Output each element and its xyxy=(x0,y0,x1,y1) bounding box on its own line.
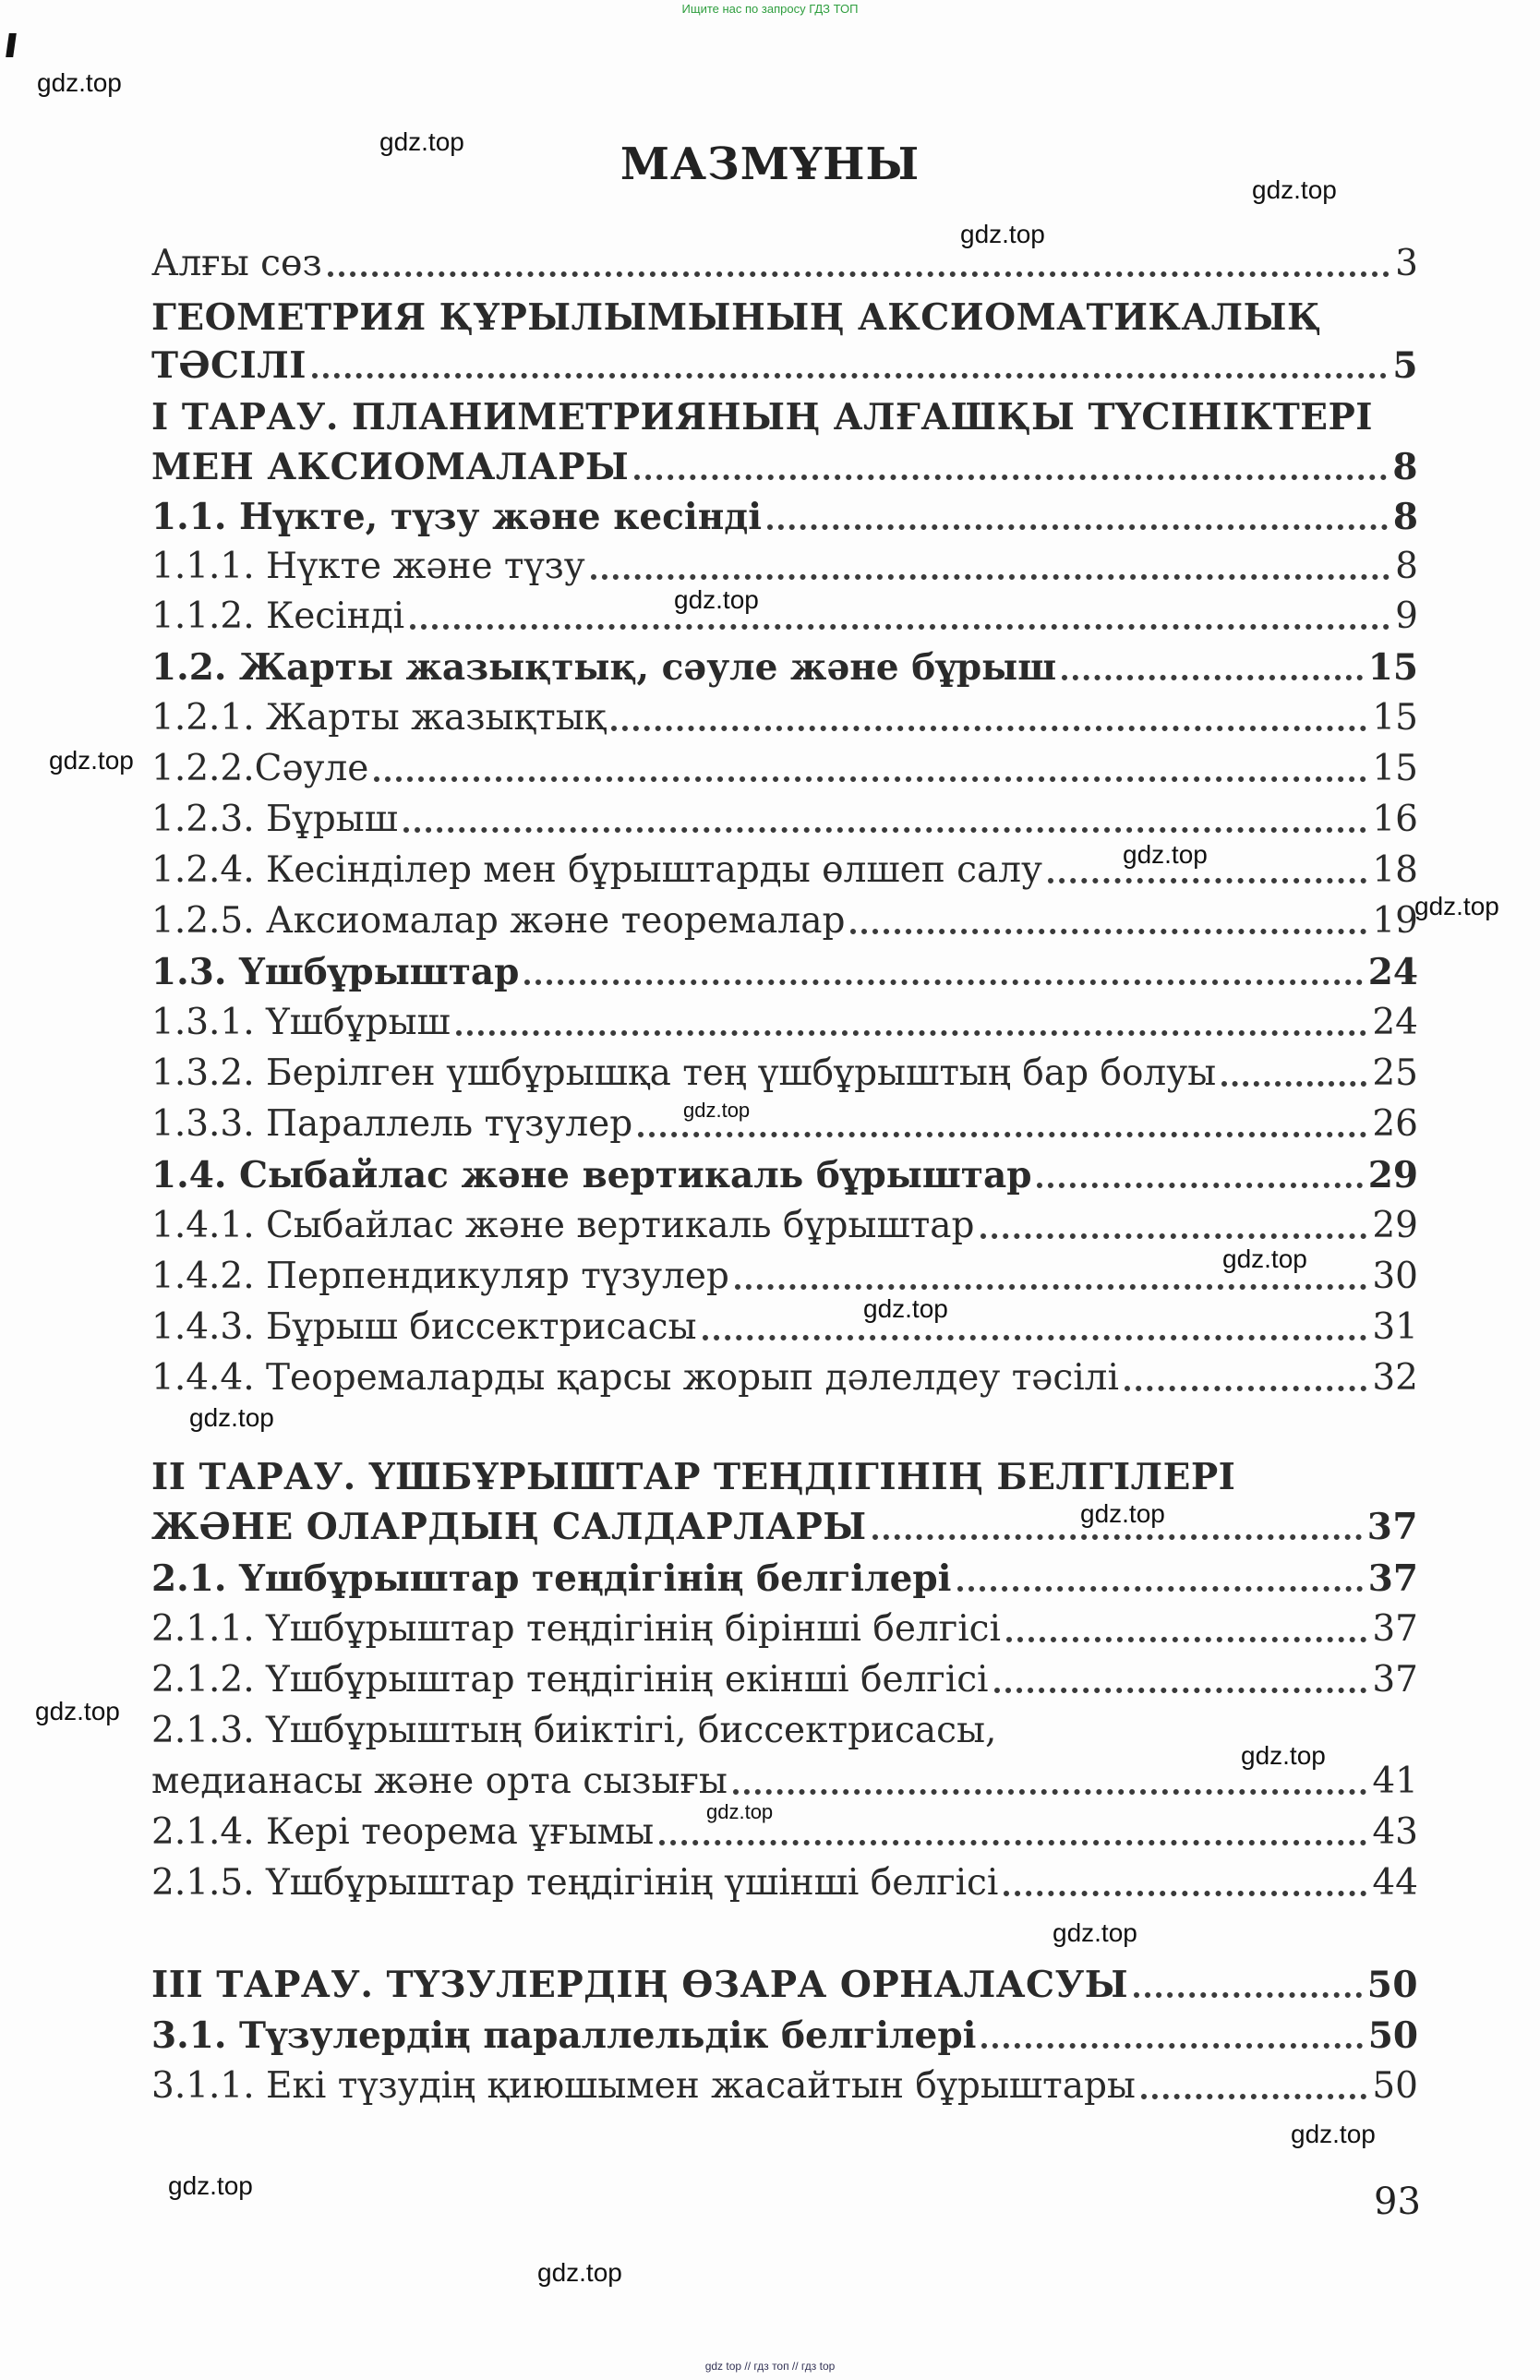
toc-entry-page: 24 xyxy=(1367,951,1418,993)
watermark: gdz.top xyxy=(189,1403,274,1432)
toc-entry-page: 29 xyxy=(1367,1154,1418,1196)
toc-entry-2-1-2 xyxy=(151,1654,1418,1706)
toc-entry-1-3-3 xyxy=(151,1099,1418,1150)
toc-entry-page: 5 xyxy=(1392,344,1418,387)
toc-entry-page: 50 xyxy=(1366,1964,1418,2006)
watermark: gdz.top xyxy=(1414,892,1499,920)
dot-leader xyxy=(1048,869,1366,883)
toc-entry-title: 1.3. Үшбұрыштар xyxy=(151,951,520,993)
toc-entry-page: 8 xyxy=(1392,446,1418,488)
toc-entry-page: 31 xyxy=(1372,1306,1418,1348)
dot-leader xyxy=(312,364,1387,379)
toc-entry-title: 1.3.1. Үшбұрыш xyxy=(151,1002,451,1043)
toc-entry-page: 37 xyxy=(1372,1608,1418,1650)
toc-entry-title: 1.2.1. Жарты жазықтық xyxy=(151,697,607,739)
toc-entry-1-3-1 xyxy=(151,997,1418,1049)
toc-entry-page: 50 xyxy=(1367,2014,1418,2057)
toc-entry-page: 25 xyxy=(1372,1052,1418,1094)
toc-entry-title: медианасы және орта сызығы xyxy=(151,1761,728,1802)
toc-entry-page: 19 xyxy=(1372,900,1418,942)
toc-entry-2-1-1 xyxy=(151,1604,1418,1655)
dot-leader xyxy=(957,1577,1363,1592)
toc-entry-intro xyxy=(151,238,1418,290)
toc-entry-page: 37 xyxy=(1366,1506,1418,1548)
toc-entry-1-1 xyxy=(151,491,1418,543)
toc-entry-page: 18 xyxy=(1372,849,1418,891)
dot-leader xyxy=(638,1123,1366,1137)
dot-leader xyxy=(611,716,1366,731)
dot-leader xyxy=(1004,1881,1366,1896)
toc-heading-geometry: ГЕОМЕТРИЯ ҚҰРЫЛЫМЫНЫҢ АКСИОМАТИКАЛЫҚ xyxy=(151,296,1322,339)
toc-entry-page: 26 xyxy=(1372,1103,1418,1145)
dot-leader xyxy=(981,1224,1367,1239)
toc-entry-title: 1.2.3. Бұрыш xyxy=(151,799,398,840)
dot-leader xyxy=(403,818,1366,833)
toc-entry-1-2-5 xyxy=(151,896,1418,947)
toc-entry-title: Алғы сөз xyxy=(151,243,322,284)
top-search-note: Ищите нас по запросу ГДЗ ТОП xyxy=(681,2,859,16)
toc-entry-1-4-3 xyxy=(151,1302,1418,1353)
dot-leader xyxy=(767,515,1388,530)
watermark: gdz.top xyxy=(1123,840,1208,869)
toc-entry-page: 44 xyxy=(1372,1862,1418,1904)
toc-entry-3-1-1 xyxy=(151,2061,1418,2112)
dot-leader xyxy=(591,565,1390,580)
watermark: gdz.top xyxy=(683,1099,751,1122)
toc-entry-page: 37 xyxy=(1367,1557,1418,1600)
toc-entry-1-4-4 xyxy=(151,1352,1418,1404)
toc-entry-page: 37 xyxy=(1372,1659,1418,1701)
toc-entry-title: 3.1.1. Екі түзудің қиюшымен жасайтын бұрыштары xyxy=(151,2065,1136,2107)
toc-entry-chapter-2 xyxy=(151,1501,1418,1553)
watermark: gdz.top xyxy=(706,1800,774,1823)
toc-entry-1-2-4 xyxy=(151,845,1418,896)
watermark: gdz.top xyxy=(863,1294,948,1323)
toc-entry-1-3-2 xyxy=(151,1048,1418,1100)
toc-entry-page: 50 xyxy=(1372,2065,1418,2107)
toc-entry-title: 2.1.5. Үшбұрыштар теңдігінің үшінші белгісі xyxy=(151,1862,999,1904)
toc-entry-2-1-5 xyxy=(151,1857,1418,1909)
watermark: gdz.top xyxy=(1252,175,1337,204)
watermark: gdz.top xyxy=(1291,2120,1376,2148)
toc-entry-1-3 xyxy=(151,946,1418,998)
toc-entry-title: 1.4.1. Сыбайлас және вертикаль бұрыштар xyxy=(151,1205,975,1246)
toc-entry-page: 8 xyxy=(1395,546,1418,587)
toc-entry-1-1-1 xyxy=(151,541,1418,593)
toc-entry-title: 1.1.2. Кесінді xyxy=(151,595,405,637)
toc-entry-page: 16 xyxy=(1372,799,1418,840)
dot-leader xyxy=(1062,666,1363,680)
dot-leader xyxy=(634,465,1387,480)
dot-leader xyxy=(456,1021,1367,1036)
toc-entry-1-2-3 xyxy=(151,794,1418,846)
toc-entry-page: 43 xyxy=(1372,1811,1418,1853)
toc-entry-2-1-3 xyxy=(151,1756,1418,1808)
toc-entry-title: 1.4.3. Бұрыш биссектрисасы xyxy=(151,1306,697,1348)
toc-entry-title: 1.3.2. Берілген үшбұрышқа тең үшбұрыштың бар болуы xyxy=(151,1052,1217,1094)
toc-entry-title: 2.1.1. Үшбұрыштар теңдігінің бірінші белгісі xyxy=(151,1608,1001,1650)
watermark: gdz.top xyxy=(49,746,134,775)
toc-entry-page: 24 xyxy=(1372,1002,1418,1043)
watermark: gdz.top xyxy=(674,585,759,614)
toc-entry-title: 2.1.2. Үшбұрыштар теңдігінің екінші белгісі xyxy=(151,1659,989,1701)
watermark: gdz.top xyxy=(168,2171,253,2200)
toc-entry-2-1-4 xyxy=(151,1807,1418,1858)
toc-entry-2-1 xyxy=(151,1553,1418,1605)
toc-entry-1-2 xyxy=(151,642,1418,693)
toc-entry-page: 15 xyxy=(1372,748,1418,789)
toc-entry-title: 1.4.4. Теоремаларды қарсы жорып дәлелдеу тәсілі xyxy=(151,1357,1119,1399)
dot-leader xyxy=(981,2034,1362,2049)
toc-entry-title: 1.4.2. Перпендикуляр түзулер xyxy=(151,1256,729,1297)
toc-entry-title: 3.1. Түзулердің параллельдік белгілері xyxy=(151,2014,977,2057)
watermark: gdz.top xyxy=(1241,1741,1326,1770)
toc-entry-page: 29 xyxy=(1372,1205,1418,1246)
watermark: gdz.top xyxy=(379,127,464,156)
watermark: gdz.top xyxy=(1053,1918,1137,1947)
bottom-note: gdz top // гдз топ // гдз top xyxy=(704,2360,836,2373)
toc-entry-title: 1.2.5. Аксиомалар және теоремалар xyxy=(151,900,846,942)
watermark: gdz.top xyxy=(960,220,1045,248)
dot-leader xyxy=(850,920,1366,934)
corner-mark xyxy=(6,33,17,57)
toc-entry-page: 9 xyxy=(1395,595,1418,637)
toc-entry-page: 30 xyxy=(1372,1256,1418,1297)
dot-leader xyxy=(735,1275,1366,1290)
toc-entry-geometry xyxy=(151,340,1418,391)
watermark: gdz.top xyxy=(35,1697,120,1725)
toc-entry-title: 1.4. Сыбайлас және вертикаль бұрыштар xyxy=(151,1154,1032,1196)
dot-leader xyxy=(1006,1628,1366,1642)
watermark: gdz.top xyxy=(1080,1499,1165,1528)
toc-entry-chapter-3 xyxy=(151,1959,1418,2011)
dot-leader xyxy=(994,1678,1367,1693)
toc-entry-title: ТӘСІЛІ xyxy=(151,344,307,387)
toc-entry-title: 1.1.1. Нүкте және түзу xyxy=(151,546,585,587)
dot-leader xyxy=(1125,1376,1366,1391)
dot-leader xyxy=(374,767,1366,782)
watermark: gdz.top xyxy=(1222,1244,1307,1273)
toc-entry-1-2-2 xyxy=(151,743,1418,795)
dot-leader xyxy=(524,970,1362,985)
toc-entry-title: 2.1.4. Кері теорема ұғымы xyxy=(151,1811,655,1853)
toc-entry-page: 41 xyxy=(1372,1761,1418,1802)
toc-entry-title: 2.1. Үшбұрыштар теңдігінің белгілері xyxy=(151,1557,952,1600)
toc-entry-page: 32 xyxy=(1372,1357,1418,1399)
toc-entry-title: 1.2.4. Кесінділер мен бұрыштарды өлшеп салу xyxy=(151,849,1042,891)
toc-entry-title: ЖӘНЕ ОЛАРДЫҢ САЛДАРЛАРЫ xyxy=(151,1506,867,1548)
dot-leader xyxy=(1221,1072,1366,1087)
toc-entry-1-4 xyxy=(151,1149,1418,1201)
toc-entry-title: 1.2.2.Сәуле xyxy=(151,748,369,789)
toc-entry-1-2-1 xyxy=(151,692,1418,744)
page-number: 93 xyxy=(1374,2181,1421,2223)
dot-leader xyxy=(659,1831,1366,1845)
toc-entry-page: 15 xyxy=(1372,697,1418,739)
toc-entry-title: III ТАРАУ. ТҮЗУЛЕРДІҢ ӨЗАРА ОРНАЛАСУЫ xyxy=(151,1964,1129,2006)
toc-entry-2-1-3-line1: 2.1.3. Үшбұрыштың биіктігі, биссектрисасы, xyxy=(151,1710,997,1751)
toc-entry-1-1-2 xyxy=(151,591,1418,643)
toc-entry-chapter-1 xyxy=(151,441,1418,493)
toc-heading-chapter-1: І ТАРАУ. ПЛАНИМЕТРИЯНЫҢ АЛҒАШҚЫ ТҮСІНІКТЕРІ xyxy=(151,396,1374,439)
toc-entry-page: 15 xyxy=(1367,646,1418,689)
toc-entry-title: 1.3.3. Параллель түзулер xyxy=(151,1103,633,1145)
toc-entry-page: 3 xyxy=(1395,243,1418,284)
dot-leader xyxy=(733,1780,1366,1795)
toc-entry-title: 1.1. Нүкте, түзу және кесінді xyxy=(151,496,763,538)
dot-leader xyxy=(1134,1983,1362,1998)
toc-entry-title: МЕН АКСИОМАЛАРЫ xyxy=(151,446,630,488)
toc-entry-page: 8 xyxy=(1392,496,1418,538)
page-title: МАЗМҰНЫ xyxy=(620,138,920,190)
watermark: gdz.top xyxy=(537,2258,622,2287)
dot-leader xyxy=(1037,1173,1362,1188)
dot-leader xyxy=(1141,2085,1366,2099)
toc-heading-chapter-2: II ТАРАУ. ҮШБҰРЫШТАР ТЕҢДІГІНІҢ БЕЛГІЛЕРІ xyxy=(151,1456,1236,1498)
toc-entry-title: 1.2. Жарты жазықтық, сәуле және бұрыш xyxy=(151,646,1057,689)
dot-leader xyxy=(328,262,1390,277)
dot-leader xyxy=(703,1326,1367,1340)
toc-entry-3-1 xyxy=(151,2010,1418,2061)
watermark: gdz.top xyxy=(37,68,122,97)
dot-leader xyxy=(410,615,1390,630)
